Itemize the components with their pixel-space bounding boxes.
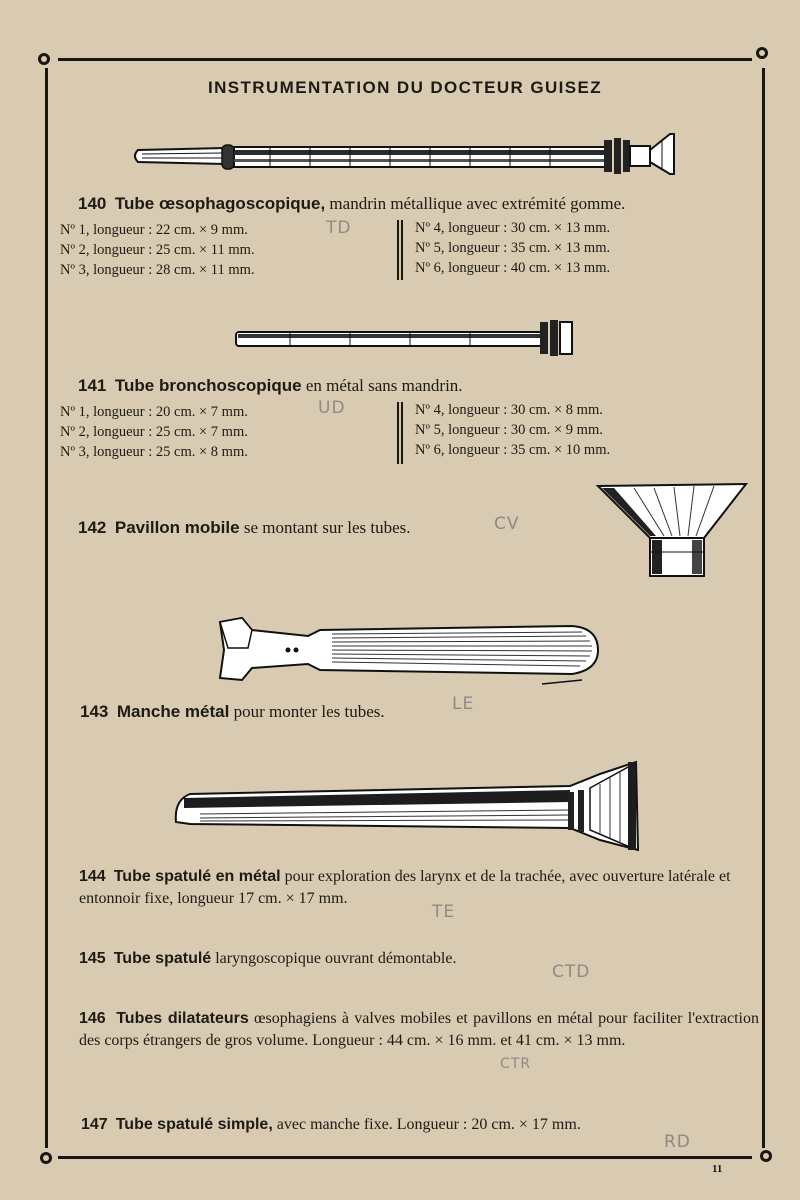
corner-ornament-top-left bbox=[38, 53, 50, 65]
item-146-number: 146 bbox=[79, 1010, 106, 1027]
pencil-note-147: RD bbox=[664, 1132, 691, 1152]
item-142-description: se montant sur les tubes. bbox=[239, 518, 411, 537]
item-143-description: pour monter les tubes. bbox=[229, 702, 385, 721]
item-146-paragraph bbox=[79, 1008, 759, 1052]
item-142-number: 142 bbox=[78, 518, 107, 537]
spec-divider bbox=[397, 220, 399, 280]
item-141-spec-2: Nº 2, longueur : 25 cm. × 7 mm. bbox=[60, 424, 248, 440]
item-143-title bbox=[80, 702, 385, 722]
item-141-name: Tube bronchoscopique bbox=[114, 376, 302, 395]
item-145-name: Tube spatulé bbox=[113, 950, 212, 967]
pencil-note-146: CTR bbox=[500, 1056, 532, 1072]
item-142-name: Pavillon mobile bbox=[114, 518, 240, 537]
page-number: 11 bbox=[712, 1163, 723, 1175]
pavilion-funnel-illustration bbox=[594, 480, 754, 584]
item-140-description: mandrin métallique avec extrémité gomme. bbox=[325, 194, 626, 213]
item-141-title bbox=[78, 376, 463, 396]
item-144-paragraph bbox=[79, 866, 759, 910]
page-title: INSTRUMENTATION DU DOCTEUR GUISEZ bbox=[207, 78, 603, 97]
frame-top-rule bbox=[58, 58, 752, 61]
frame-right-rule bbox=[762, 68, 765, 1148]
item-143-name: Manche métal bbox=[116, 702, 230, 721]
item-141-spec-6: Nº 6, longueur : 35 cm. × 10 mm. bbox=[415, 442, 611, 458]
item-146-name: Tubes dilatateurs bbox=[116, 1010, 249, 1027]
item-147-description: avec manche fixe. Longueur : 20 cm. × 17 mm. bbox=[272, 1116, 581, 1133]
oesophagoscope-tube-illustration bbox=[130, 130, 680, 180]
pencil-note-142: CV bbox=[494, 514, 520, 534]
item-141-description: en métal sans mandrin. bbox=[301, 376, 463, 395]
item-140-name: Tube œsophagoscopique, bbox=[114, 194, 326, 213]
pencil-note-144: TE bbox=[432, 902, 456, 922]
spec-divider bbox=[401, 402, 403, 464]
item-146-description: œsophagiens à valves mobiles et pavillons en métal pour faciliter l'extraction des corps étrangers de gros volume. Longueur : 44 cm. × 16 mm. et 41 cm. × 13 mm. bbox=[79, 1010, 760, 1049]
item-147-number: 147 bbox=[81, 1116, 108, 1133]
item-141-spec-4: Nº 4, longueur : 30 cm. × 8 mm. bbox=[415, 402, 603, 418]
item-144-description: pour exploration des larynx et de la trachée, avec ouverture latérale et entonnoir fixe, longueur 17 cm. × 17 mm. bbox=[79, 868, 731, 907]
item-147-paragraph bbox=[81, 1114, 761, 1136]
item-140-number: 140 bbox=[78, 194, 107, 213]
item-140-title bbox=[78, 194, 625, 214]
item-140-spec-5: Nº 5, longueur : 35 cm. × 13 mm. bbox=[415, 240, 611, 256]
item-140-spec-6: Nº 6, longueur : 40 cm. × 13 mm. bbox=[415, 260, 611, 276]
frame-left-rule bbox=[45, 68, 48, 1148]
pencil-note-145: CTD bbox=[552, 962, 591, 982]
corner-ornament-bottom-right bbox=[760, 1150, 772, 1162]
spec-divider bbox=[397, 402, 399, 464]
bronchoscope-tube-illustration bbox=[230, 316, 580, 360]
corner-ornament-bottom-left bbox=[40, 1152, 52, 1164]
item-142-title bbox=[78, 518, 411, 538]
pencil-note-140: TD bbox=[326, 218, 352, 238]
pencil-note-141: UD bbox=[318, 398, 346, 418]
item-143-number: 143 bbox=[80, 702, 109, 721]
item-145-paragraph bbox=[79, 948, 759, 970]
spec-divider bbox=[401, 220, 403, 280]
pencil-note-143: LE bbox=[452, 694, 475, 714]
item-147-name: Tube spatulé simple, bbox=[115, 1116, 273, 1133]
item-145-description: laryngoscopique ouvrant démontable. bbox=[211, 950, 457, 967]
item-141-number: 141 bbox=[78, 376, 107, 395]
item-140-spec-3: Nº 3, longueur : 28 cm. × 11 mm. bbox=[60, 262, 255, 278]
metal-handle-illustration bbox=[212, 608, 608, 692]
item-145-number: 145 bbox=[79, 950, 106, 967]
item-141-spec-5: Nº 5, longueur : 30 cm. × 9 mm. bbox=[415, 422, 603, 438]
item-141-spec-3: Nº 3, longueur : 25 cm. × 8 mm. bbox=[60, 444, 248, 460]
corner-ornament-top-right bbox=[756, 47, 768, 59]
item-141-spec-1: Nº 1, longueur : 20 cm. × 7 mm. bbox=[60, 404, 248, 420]
item-140-spec-2: Nº 2, longueur : 25 cm. × 11 mm. bbox=[60, 242, 255, 258]
item-140-spec-4: Nº 4, longueur : 30 cm. × 13 mm. bbox=[415, 220, 611, 236]
spatula-tube-illustration bbox=[170, 758, 646, 854]
item-140-spec-1: Nº 1, longueur : 22 cm. × 9 mm. bbox=[60, 222, 248, 238]
item-144-name: Tube spatulé en métal bbox=[113, 868, 281, 885]
frame-bottom-rule bbox=[58, 1156, 752, 1159]
item-144-number: 144 bbox=[79, 868, 106, 885]
